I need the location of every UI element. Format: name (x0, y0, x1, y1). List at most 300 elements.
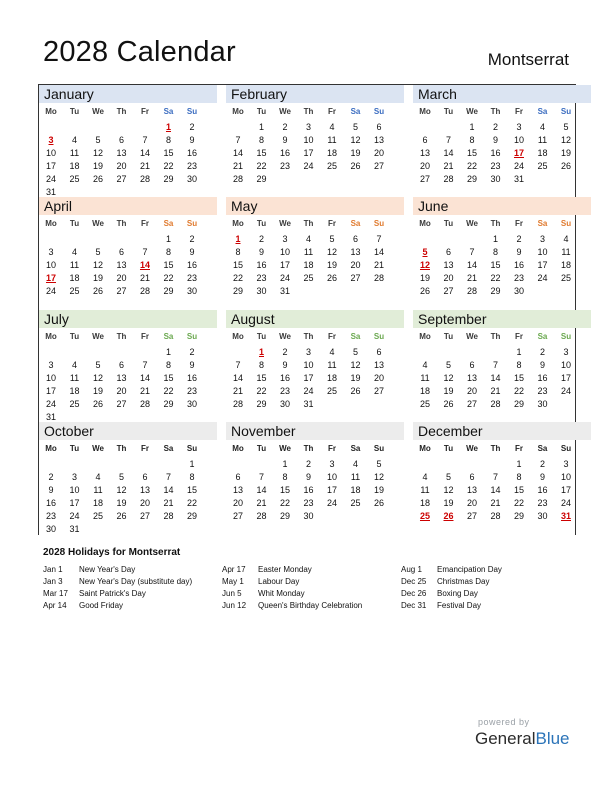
day-cell: 25 (326, 386, 337, 396)
holiday-name: New Year's Day (79, 565, 136, 574)
weekday-label: Sa (537, 107, 548, 116)
day-cell: 4 (563, 234, 569, 244)
day-cell: 31 (45, 187, 56, 197)
day-cell: 12 (443, 373, 454, 383)
day-cell: 3 (329, 459, 335, 469)
day-cell: 8 (492, 247, 498, 257)
month-name: June (418, 198, 449, 214)
day-cell: 22 (163, 273, 174, 283)
day-cell: 11 (69, 260, 80, 270)
weekday-label: Mo (232, 219, 244, 228)
weekday-label: Sa (350, 444, 361, 453)
day-cell: 25 (350, 498, 361, 508)
day-cell: 22 (279, 498, 290, 508)
day-cell: 18 (537, 148, 548, 158)
day-cell: 23 (279, 161, 290, 171)
brand-blue: Blue (535, 729, 570, 748)
day-cell: 17 (560, 373, 571, 383)
weekday-label: Su (373, 219, 385, 228)
day-cell: 16 (186, 148, 197, 158)
day-cell: 2 (48, 472, 54, 482)
day-cell: 7 (235, 360, 241, 370)
day-cell: 29 (513, 511, 524, 521)
holiday-name: Christmas Day (437, 577, 490, 586)
day-cell: 3 (305, 347, 311, 357)
weekday-label: Tu (443, 332, 454, 341)
day-cell: 25 (537, 161, 548, 171)
weekday-label: Th (303, 444, 314, 453)
month-november (226, 422, 404, 534)
holiday-day-cell: 1 (235, 234, 241, 244)
day-cell: 26 (350, 386, 361, 396)
day-cell: 23 (303, 498, 314, 508)
day-cell: 24 (45, 174, 56, 184)
weekday-label: Tu (69, 107, 80, 116)
weekday-label: Mo (232, 444, 244, 453)
weekday-label: Fr (141, 444, 149, 453)
day-cell: 4 (329, 122, 335, 132)
day-cell: 12 (116, 485, 127, 495)
day-cell: 7 (376, 234, 382, 244)
month-header (39, 85, 217, 103)
day-cell: 24 (537, 273, 548, 283)
day-cell: 12 (92, 148, 103, 158)
day-cell: 15 (163, 148, 174, 158)
weekday-label: Su (373, 107, 385, 116)
day-cell: 28 (163, 511, 174, 521)
day-cell: 17 (45, 386, 56, 396)
day-cell: 18 (419, 498, 430, 508)
holiday-name: Labour Day (258, 577, 300, 586)
day-cell: 6 (142, 472, 148, 482)
day-cell: 3 (48, 360, 54, 370)
day-cell: 1 (189, 459, 195, 469)
weekday-label: Su (373, 332, 385, 341)
holiday-day-cell: 31 (560, 511, 571, 521)
month-header (39, 197, 217, 215)
day-cell: 17 (279, 260, 290, 270)
weekday-label: Sa (350, 219, 361, 228)
day-cell: 28 (466, 286, 477, 296)
day-cell: 13 (373, 135, 384, 145)
weekday-label: Su (186, 332, 198, 341)
day-cell: 8 (282, 472, 288, 482)
day-cell: 7 (142, 135, 148, 145)
day-cell: 18 (326, 148, 337, 158)
weekday-label: Fr (328, 444, 336, 453)
day-cell: 19 (350, 148, 361, 158)
holiday-date: Dec 31 (401, 601, 427, 610)
day-cell: 14 (256, 485, 267, 495)
month-header (226, 422, 404, 440)
day-cell: 9 (305, 472, 311, 482)
holiday-name: New Year's Day (substitute day) (79, 577, 193, 586)
day-cell: 16 (537, 485, 548, 495)
day-cell: 20 (443, 273, 454, 283)
weekday-label: Mo (45, 444, 57, 453)
day-cell: 30 (537, 399, 548, 409)
day-cell: 1 (516, 459, 522, 469)
generalblue-logo[interactable] (475, 729, 570, 749)
day-cell: 9 (282, 135, 288, 145)
day-cell: 27 (116, 286, 127, 296)
day-cell: 28 (373, 273, 384, 283)
day-cell: 19 (373, 485, 384, 495)
holiday-date: Dec 25 (401, 577, 427, 586)
weekday-label: Th (303, 219, 314, 228)
day-cell: 22 (513, 386, 524, 396)
month-header (413, 422, 591, 440)
day-cell: 25 (303, 273, 314, 283)
day-cell: 2 (539, 459, 545, 469)
day-cell: 14 (232, 148, 243, 158)
month-may (226, 197, 404, 309)
weekday-label: Tu (256, 219, 267, 228)
month-header (413, 85, 591, 103)
day-cell: 8 (258, 135, 264, 145)
day-cell: 30 (490, 174, 501, 184)
day-cell: 12 (350, 360, 361, 370)
weekday-label: Mo (45, 219, 57, 228)
day-cell: 22 (256, 161, 267, 171)
day-cell: 2 (516, 234, 522, 244)
day-cell: 2 (282, 122, 288, 132)
day-cell: 9 (189, 135, 195, 145)
day-cell: 6 (469, 360, 475, 370)
weekday-label: Su (186, 107, 198, 116)
day-cell: 16 (45, 498, 56, 508)
month-header (413, 310, 591, 328)
weekday-label: Sa (350, 107, 361, 116)
day-cell: 8 (516, 472, 522, 482)
day-cell: 12 (92, 260, 103, 270)
day-cell: 29 (490, 286, 501, 296)
day-cell: 12 (92, 373, 103, 383)
day-cell: 8 (165, 360, 171, 370)
day-cell: 11 (69, 148, 80, 158)
month-april (39, 197, 217, 309)
weekday-label: Th (490, 444, 501, 453)
weekday-label: Fr (141, 107, 149, 116)
day-cell: 22 (490, 273, 501, 283)
day-cell: 24 (303, 386, 314, 396)
day-cell: 8 (516, 360, 522, 370)
day-cell: 7 (492, 472, 498, 482)
weekday-label: We (466, 444, 478, 453)
day-cell: 9 (492, 135, 498, 145)
weekday-label: Tu (256, 444, 267, 453)
day-cell: 3 (516, 122, 522, 132)
day-cell: 19 (443, 498, 454, 508)
day-cell: 11 (350, 472, 361, 482)
day-cell: 9 (539, 360, 545, 370)
day-cell: 15 (466, 148, 477, 158)
weekday-label: Mo (419, 332, 431, 341)
holiday-date: Dec 26 (401, 589, 427, 598)
weekday-label: Sa (537, 219, 548, 228)
holiday-date: Aug 1 (401, 565, 422, 574)
day-cell: 15 (279, 485, 290, 495)
day-cell: 10 (45, 148, 56, 158)
weekday-label: We (466, 219, 478, 228)
day-cell: 14 (443, 148, 454, 158)
day-cell: 12 (350, 135, 361, 145)
weekday-label: We (279, 107, 291, 116)
day-cell: 10 (513, 135, 524, 145)
day-cell: 17 (69, 498, 80, 508)
day-cell: 26 (350, 161, 361, 171)
day-cell: 7 (142, 247, 148, 257)
month-header (226, 85, 404, 103)
day-cell: 13 (419, 148, 430, 158)
day-cell: 1 (258, 122, 264, 132)
holiday-name: Whit Monday (258, 589, 305, 598)
holiday-date: Apr 17 (222, 565, 246, 574)
day-cell: 19 (92, 273, 103, 283)
day-cell: 13 (350, 247, 361, 257)
holiday-name: Emancipation Day (437, 565, 502, 574)
day-cell: 27 (350, 273, 361, 283)
day-cell: 31 (45, 412, 56, 422)
day-cell: 14 (490, 485, 501, 495)
holiday-date: May 1 (222, 577, 244, 586)
weekday-label: Th (490, 332, 501, 341)
day-cell: 5 (376, 459, 382, 469)
day-cell: 21 (139, 161, 150, 171)
day-cell: 30 (303, 511, 314, 521)
day-cell: 20 (139, 498, 150, 508)
day-cell: 26 (116, 511, 127, 521)
weekday-label: We (92, 219, 104, 228)
day-cell: 19 (92, 386, 103, 396)
weekday-label: We (279, 219, 291, 228)
day-cell: 28 (490, 511, 501, 521)
holiday-date: Mar 17 (43, 589, 68, 598)
day-cell: 23 (186, 273, 197, 283)
day-cell: 11 (69, 373, 80, 383)
day-cell: 13 (373, 360, 384, 370)
day-cell: 28 (256, 511, 267, 521)
day-cell: 21 (490, 498, 501, 508)
day-cell: 17 (303, 148, 314, 158)
weekday-label: Mo (419, 107, 431, 116)
day-cell: 18 (69, 161, 80, 171)
weekday-label: Mo (45, 332, 57, 341)
day-cell: 4 (305, 234, 311, 244)
day-cell: 21 (373, 260, 384, 270)
day-cell: 30 (45, 524, 56, 534)
holiday-day-cell: 12 (419, 260, 430, 270)
day-cell: 30 (186, 399, 197, 409)
day-cell: 24 (69, 511, 80, 521)
holiday-day-cell: 17 (513, 148, 524, 158)
weekday-label: Mo (419, 444, 431, 453)
month-name: October (44, 423, 94, 439)
day-cell: 18 (69, 386, 80, 396)
day-cell: 9 (189, 247, 195, 257)
weekday-label: Fr (141, 219, 149, 228)
weekday-label: Sa (163, 332, 174, 341)
day-cell: 18 (303, 260, 314, 270)
month-header (39, 310, 217, 328)
weekday-label: Fr (141, 332, 149, 341)
day-cell: 16 (490, 148, 501, 158)
day-cell: 15 (232, 260, 243, 270)
day-cell: 21 (232, 386, 243, 396)
day-cell: 13 (116, 260, 127, 270)
day-cell: 8 (235, 247, 241, 257)
day-cell: 1 (492, 234, 498, 244)
weekday-label: Th (303, 332, 314, 341)
day-cell: 5 (95, 360, 101, 370)
day-cell: 2 (282, 347, 288, 357)
day-cell: 16 (279, 148, 290, 158)
day-cell: 25 (69, 174, 80, 184)
day-cell: 29 (256, 399, 267, 409)
day-cell: 12 (373, 472, 384, 482)
day-cell: 17 (537, 260, 548, 270)
day-cell: 24 (326, 498, 337, 508)
weekday-label: Tu (443, 444, 454, 453)
day-cell: 16 (186, 373, 197, 383)
day-cell: 15 (163, 373, 174, 383)
day-cell: 12 (560, 135, 571, 145)
month-name: February (231, 86, 288, 102)
day-cell: 29 (279, 511, 290, 521)
day-cell: 4 (422, 472, 428, 482)
day-cell: 27 (116, 399, 127, 409)
weekday-label: Mo (419, 219, 431, 228)
day-cell: 12 (326, 247, 337, 257)
day-cell: 27 (373, 161, 384, 171)
day-cell: 21 (443, 161, 454, 171)
holiday-date: Apr 14 (43, 601, 67, 610)
holidays-title: 2028 Holidays for Montserrat (43, 547, 181, 558)
day-cell: 4 (329, 347, 335, 357)
day-cell: 8 (189, 472, 195, 482)
day-cell: 24 (279, 273, 290, 283)
day-cell: 7 (258, 472, 264, 482)
day-cell: 20 (116, 161, 127, 171)
day-cell: 14 (466, 260, 477, 270)
day-cell: 13 (139, 485, 150, 495)
weekday-label: Su (560, 332, 572, 341)
day-cell: 26 (326, 273, 337, 283)
day-cell: 2 (189, 234, 195, 244)
day-cell: 19 (560, 148, 571, 158)
weekday-label: Th (490, 219, 501, 228)
holiday-name: Boxing Day (437, 589, 478, 598)
day-cell: 18 (419, 386, 430, 396)
day-cell: 18 (326, 373, 337, 383)
day-cell: 16 (279, 373, 290, 383)
weekday-label: Su (373, 444, 385, 453)
day-cell: 15 (256, 148, 267, 158)
day-cell: 9 (189, 360, 195, 370)
day-cell: 18 (560, 260, 571, 270)
day-cell: 6 (118, 360, 124, 370)
day-cell: 11 (303, 247, 314, 257)
day-cell: 13 (116, 373, 127, 383)
day-cell: 14 (139, 373, 150, 383)
day-cell: 4 (539, 122, 545, 132)
day-cell: 30 (186, 174, 197, 184)
day-cell: 6 (118, 247, 124, 257)
weekday-label: Tu (443, 107, 454, 116)
weekday-label: We (279, 444, 291, 453)
day-cell: 24 (513, 161, 524, 171)
day-cell: 15 (186, 485, 197, 495)
day-cell: 17 (560, 485, 571, 495)
day-cell: 7 (165, 472, 171, 482)
day-cell: 26 (92, 286, 103, 296)
day-cell: 13 (116, 148, 127, 158)
weekday-label: We (466, 107, 478, 116)
day-cell: 26 (92, 399, 103, 409)
day-cell: 31 (279, 286, 290, 296)
weekday-label: Fr (328, 107, 336, 116)
day-cell: 24 (303, 161, 314, 171)
weekday-label: Tu (69, 219, 80, 228)
day-cell: 16 (256, 260, 267, 270)
day-cell: 3 (71, 472, 77, 482)
day-cell: 31 (303, 399, 314, 409)
day-cell: 11 (327, 135, 337, 145)
day-cell: 5 (445, 472, 451, 482)
day-cell: 10 (45, 373, 56, 383)
weekday-label: Tu (69, 444, 80, 453)
day-cell: 4 (95, 472, 101, 482)
day-cell: 15 (490, 260, 501, 270)
day-cell: 21 (139, 273, 150, 283)
day-cell: 19 (92, 161, 103, 171)
day-cell: 13 (232, 485, 243, 495)
day-cell: 26 (419, 286, 430, 296)
day-cell: 5 (352, 347, 358, 357)
day-cell: 25 (69, 286, 80, 296)
month-name: March (418, 86, 457, 102)
day-cell: 31 (513, 174, 524, 184)
day-cell: 1 (165, 234, 171, 244)
month-february (226, 85, 404, 197)
day-cell: 14 (232, 373, 243, 383)
month-september (413, 310, 591, 422)
day-cell: 6 (422, 135, 428, 145)
day-cell: 29 (163, 399, 174, 409)
day-cell: 1 (282, 459, 288, 469)
day-cell: 28 (139, 399, 150, 409)
holiday-day-cell: 25 (419, 511, 430, 521)
month-march (413, 85, 591, 197)
day-cell: 17 (326, 485, 337, 495)
month-name: July (44, 311, 69, 327)
day-cell: 10 (560, 360, 571, 370)
day-cell: 8 (165, 135, 171, 145)
day-cell: 2 (258, 234, 264, 244)
day-cell: 23 (256, 273, 267, 283)
day-cell: 22 (232, 273, 243, 283)
day-cell: 19 (116, 498, 127, 508)
month-october (39, 422, 217, 534)
day-cell: 6 (445, 247, 451, 257)
weekday-label: Sa (163, 107, 174, 116)
day-cell: 5 (445, 360, 451, 370)
day-cell: 30 (513, 286, 524, 296)
day-cell: 5 (352, 122, 358, 132)
day-cell: 2 (189, 347, 195, 357)
holiday-date: Jun 5 (222, 589, 242, 598)
day-cell: 29 (466, 174, 477, 184)
